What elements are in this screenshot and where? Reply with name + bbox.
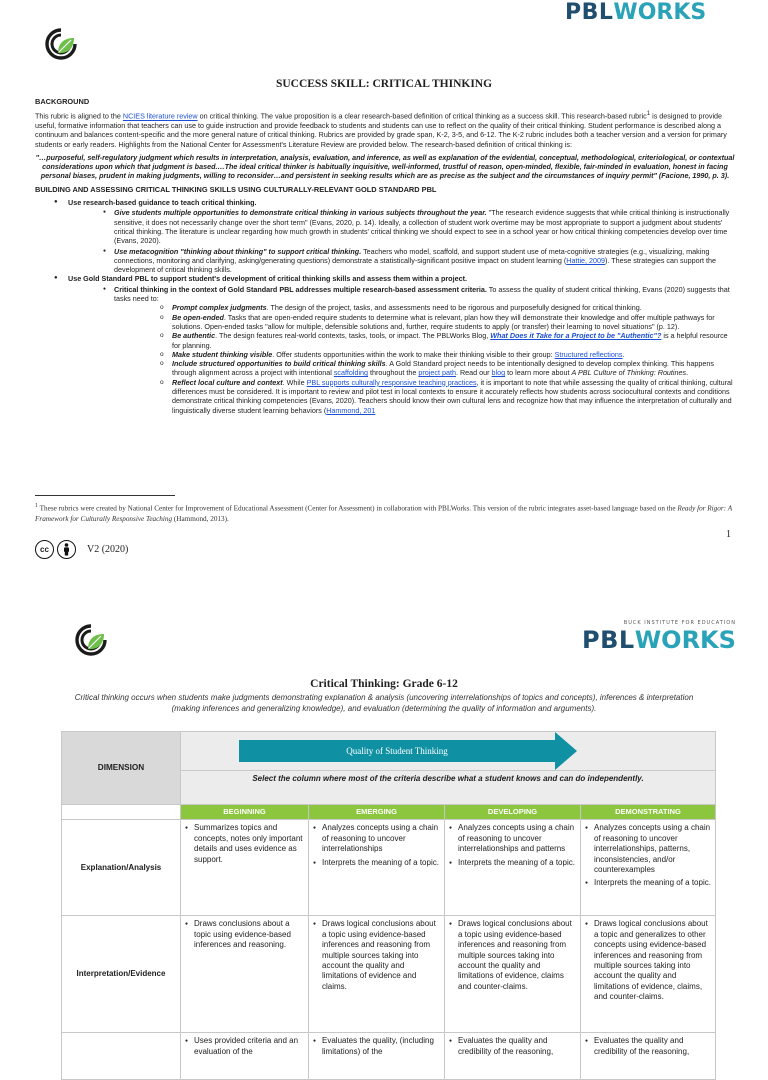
criteria-item: ● Interprets the meaning of a topic. <box>313 858 440 868</box>
criteria-cell <box>309 916 445 1033</box>
criteria-cell <box>309 1033 445 1080</box>
criteria-cell <box>581 820 716 916</box>
level-emerging: EMERGING <box>309 805 445 820</box>
criteria-cell <box>181 820 309 916</box>
level-demonstrating: DEMONSTRATING <box>581 805 716 820</box>
criteria-item: ● Analyzes concepts using a chain of reasoning to uncover interrelationships and patterns <box>449 823 576 854</box>
criteria-item: ● Draws logical conclusions about a topic using evidence-based inferences and reasoning from multiple sources taking into account the quality and limitations of evidence and claims. <box>313 919 440 992</box>
dimension-header: DIMENSION <box>62 732 181 805</box>
list-item: o Prompt complex judgments. The design of the project, tasks, and assessments need to be rigorous and purposefully designed for critical thinking. <box>114 303 735 312</box>
criteria-item: ● Draws logical conclusions about a topic and generalizes to other concepts using evidence-based inferences and reasoning from multiple sources taking into account the quality and limitations of evidence, claims, and counter-claims. <box>585 919 711 1002</box>
table-row <box>62 820 716 916</box>
person-icon <box>61 543 72 556</box>
background-heading: BACKGROUND <box>35 97 90 106</box>
dimension-cell: Explanation/Analysis <box>62 820 181 916</box>
list-item: ● Critical thinking in the context of Gold Standard PBL addresses multiple research-based assessment criteria. To assess the quality of student critical thinking, Evans (2020) suggests that tasks need to: o Prompt complex judgments. The design of the project, tasks, and assessments need to be rigorous and purposefully designed for critical thinking. o Be open-ended. Tasks that are open-ended require students to determine what is relevant, plan how they will demonstrate their knowledge and offer multiple pathways for solutions. Open-ended tasks "allow for multiple, defensible solutions and, further, require students to apply (or transfer) their learning to novel situations" (p. 12). o Be authentic. The design features real-world contexts, tasks, tools, or impact. The PBLWorks Blog, What Does it Take for a Project to be "Authentic"? is a helpful resource for planning. o Make student thinking visible. Offer students opportunities within the work to make their thinking visible to their group: Structured reflections. o Include structured opportunities to build critical thinking skills. A Gold Standard project needs to be intentionally designed to develop complex thinking. This happens through alignment across a project with intentional scaffolding throughout the project path. Read our blog to learn more about A PBL Culture of Thinking: Routines. o Reflect local culture and context. While PBL supports culturally responsive teaching practices, it is important to note that while assessing the quality of critical thinking, cultural differences must be considered. It is important to review and pilot test in local contexts to ensure it accurately reflects how students across sociocultural contexts and conditions demonstrate critical thinking competencies (Evans, 2020). Teachers should know their own cultural lens and recognize how that may influence the interpretation of culturally and linguistically diverse student learning behaviors (Hammond, 201 <box>68 285 735 415</box>
criteria-cell <box>445 820 581 916</box>
scaffolding-link[interactable]: scaffolding <box>333 368 369 378</box>
criteria-item: ● Evaluates the quality and credibility of the reasoning, <box>585 1036 711 1057</box>
page-number: 1 <box>726 529 731 540</box>
pblworks-leaf-logo-icon <box>44 27 78 61</box>
document-body <box>35 97 735 415</box>
quality-arrow-icon <box>239 736 577 766</box>
pblworks-brand-logo: BUCK INSTITUTE FOR EDUCATION PBLWORKS <box>582 620 736 654</box>
criteria-cell <box>581 1033 716 1080</box>
criteria-cell <box>181 1033 309 1080</box>
rubric-rows <box>62 820 716 1080</box>
list-item: o Be authentic. The design features real-world contexts, tasks, tools, or impact. The PBLWorks Blog, What Does it Take for a Project to be "Authentic"? is a helpful resource for planning. <box>114 331 735 350</box>
document-title: SUCCESS SKILL: CRITICAL THINKING <box>275 78 493 90</box>
footnote-divider <box>35 495 175 496</box>
dimension-cell: Interpretation/Evidence <box>62 916 181 1033</box>
list-item: o Be open-ended. Tasks that are open-ended require students to determine what is relevant, plan how they will demonstrate their knowledge and offer multiple pathways for solutions. Open-ended tasks "allow for multiple, defensible solutions and, further, require students to apply (or transfer) their learning to novel situations" (p. 12). <box>114 313 735 332</box>
level-beginning: BEGINNING <box>181 805 309 820</box>
footnote-marker: 1 <box>646 111 651 118</box>
rubric-title: Critical Thinking: Grade 6-12 <box>310 678 458 690</box>
creative-commons-icon: cc <box>35 540 54 559</box>
criteria-cell <box>445 916 581 1033</box>
table-row <box>62 1033 716 1080</box>
criteria-cell <box>581 916 716 1033</box>
page-two <box>0 590 768 1056</box>
hammond-link[interactable]: Hammond, 201 <box>326 405 376 415</box>
dimension-cell <box>62 1033 181 1080</box>
blog-link[interactable]: blog <box>491 368 506 378</box>
list-item: o Reflect local culture and context. While PBL supports culturally responsive teaching practices, it is important to note that while assessing the quality of critical thinking, cultural differences must be considered. It is important to review and pilot test in local contexts to ensure it accurately reflects how students across sociocultural contexts and conditions demonstrate critical thinking competencies (Evans, 2020). Teachers should know their own cultural lens and recognize how that may influence the interpretation of culturally and linguistically diverse student learning behaviors (Hammond, 201 <box>114 378 735 415</box>
list-item: ● Give students multiple opportunities to demonstrate critical thinking in various subjects throughout the year. "The research evidence suggests that while critical thinking is instructionally sensitive, it does not necessarily change over the short term" (Evans, 2020, p. 14). Ideally, a collection of student work overtime may be most appropriate to support a judgment about students' critical thinking. The literature is unclear regarding how much growth in students' critical thinking we should expect to see in a school year or how critical thinking competencies develop over time (Evans, 2020). <box>68 208 735 245</box>
definition-quote: "…purposeful, self-regulatory judgment which results in interpretation, analysis, evaluation, and inference, as well as explanation of the evidential, conceptual, methodological, criteriological, or contextual considerations upon which that judgment is based.…The ideal critical thinker is habitually inquisitive, well-informed, trustful of reason, open-minded, flexible, fair-minded in evaluation, honest in facing personal biases, prudent in making judgments, willing to reconsider…and persistent in seeking results which are as precise as the subject and the circumstances of inquiry permit" (Facione, 1990, p. 3). <box>35 152 735 181</box>
building-heading: BUILDING AND ASSESSING CRITICAL THINKING SKILLS USING CULTURALLY-RELEVANT GOLD STANDARD PBL <box>35 184 437 194</box>
criteria-item: ● Analyzes concepts using a chain of reasoning to uncover interrelationships <box>313 823 440 854</box>
rubric-intro: Critical thinking occurs when students make judgments demonstrating explanation & analysis (uncovering interrelationships of topics and concepts), inferences & interpretation (making inferences and generalizing knowledge), and evaluation (determining the quality of information and arguments). <box>74 693 694 713</box>
rubric-table <box>61 731 716 1080</box>
quality-label: Quality of Student Thinking <box>239 740 555 762</box>
criteria-item: ● Uses provided criteria and an evaluation of the <box>185 1036 304 1057</box>
structured-reflections-link[interactable]: Structured reflections <box>554 349 623 359</box>
culturally-responsive-link[interactable]: PBL supports culturally responsive teaching practices <box>306 377 477 387</box>
criteria-item: ● Evaluates the quality and credibility of the reasoning, <box>449 1036 576 1057</box>
empty-cell <box>62 805 181 820</box>
level-developing: DEVELOPING <box>445 805 581 820</box>
criteria-cell <box>309 820 445 916</box>
criteria-item: ● Evaluates the quality, (including limitations) of the <box>313 1036 440 1057</box>
hattie-link[interactable]: Hattie, 2009 <box>566 255 606 265</box>
pblworks-brand-logo: PBLWORKS <box>565 0 707 25</box>
authentic-blog-link[interactable]: What Does it Take for a Project to be "Authentic"? <box>490 331 662 341</box>
footnote: $^1$ These rubrics were created by National Center for Improvement of Educational Assessment (Center for Assessment) in collaboration with PBLWorks. This version of the rubric integrates asset-based language based on the Ready for Rigor: A Framework for Culturally Responsive Teaching (Hammond, 2013). <box>35 503 732 524</box>
table-row <box>62 916 716 1033</box>
pblworks-leaf-logo-icon <box>74 623 108 657</box>
criteria-item: ● Summarizes topics and concepts, notes only important details and uses evidence as support. <box>185 823 304 865</box>
select-instruction: Select the column where most of the criteria describe what a student knows and can do independently. <box>181 771 716 805</box>
criteria-item: ● Interprets the meaning of a topic. <box>449 858 576 868</box>
criteria-cell <box>445 1033 581 1080</box>
list-item: o Make student thinking visible. Offer students opportunities within the work to make their thinking visible to their group: Structured reflections. <box>114 350 735 359</box>
license-badges <box>35 540 128 559</box>
ncies-literature-review-link[interactable]: NCIES literature review <box>122 111 198 121</box>
criteria-item: ● Draws logical conclusions about a topic using evidence-based inferences and reasoning from multiple sources taking into account the quality and limitations of evidence, claims and counter-claims. <box>449 919 576 992</box>
criteria-cell <box>181 916 309 1033</box>
criteria-item: ● Interprets the meaning of a topic. <box>585 878 711 888</box>
list-item: o Include structured opportunities to build critical thinking skills. A Gold Standard project needs to be intentionally designed to develop complex thinking. This happens through alignment across a project with intentional scaffolding throughout the project path. Read our blog to learn more about A PBL Culture of Thinking: Routines. <box>114 359 735 378</box>
background-paragraph: This rubric is aligned to the NCIES literature review on critical thinking. The value proposition is a clear research-based definition of critical thinking as a success skill. This research-based rubric$^1$ is designed to provide useful, formative information that teachers can use to guide instruction and provide feedback to students and students can use to reflect on the quality of their critical thinking. Student performance is described along a continuum and balances content-specific and the more general nature of critical thinking. Rubrics are provided by grade span, K-2, 3-5, and 6-12. The K-2 rubric includes both a teacher version and a version for primary students or early readers. Highlights from the National Center for Assessment's Literature Review are provided below. The research-based definition of critical thinking is: <box>35 111 727 149</box>
criteria-item: ● Draws conclusions about a topic using evidence-based inferences and reasoning. <box>185 919 304 950</box>
list-item: ● Use metacognition "thinking about thinking" to support critical thinking. Teachers who model, scaffold, and support student use of meta-cognitive strategies (e.g., visualizing, making connections, monitoring and clarifying, asking/generating questions) demonstrate a statistically-significant positive impact on student learning (Hattie, 2009). These strategies can support the development of critical thinking skills. <box>68 247 735 275</box>
list-item: ● Use research-based guidance to teach critical thinking. ● Give students multiple opportunities to demonstrate critical thinking in various subjects throughout the year. "The research evidence suggests that while critical thinking is instructionally sensitive, it does not necessarily change over the short term" (Evans, 2020, p. 14). Ideally, a collection of student work overtime may be most appropriate to support a judgment about students' critical thinking. The literature is unclear regarding how much growth in students' critical thinking we should expect to see in a school year or how critical thinking competencies develop over time (Evans, 2020). ● Use metacognition "thinking about thinking" to support critical thinking. Teachers who model, scaffold, and support student use of meta-cognitive strategies (e.g., visualizing, making connections, monitoring and clarifying, asking/generating questions) demonstrate a statistically-significant positive impact on student learning (Hattie, 2009). These strategies can support the development of critical thinking skills. <box>35 198 735 274</box>
version-label: V2 (2020) <box>87 544 129 555</box>
quality-arrow-banner <box>181 732 716 771</box>
attribution-person-icon <box>57 540 76 559</box>
project-path-link[interactable]: project path <box>418 368 456 378</box>
guidance-list <box>35 198 735 415</box>
list-item: ● Use Gold Standard PBL to support student's development of critical thinking skills and assess them within a project. ● Critical thinking in the context of Gold Standard PBL addresses multiple research-based assessment criteria. To assess the quality of student critical thinking, Evans (2020) suggests that tasks need to: o Prompt complex judgments. The design of the project, tasks, and assessments need to be rigorous and purposefully designed for critical thinking. o Be open-ended. Tasks that are open-ended require students to determine what is relevant, plan how they will demonstrate their knowledge and offer multiple pathways for solutions. Open-ended tasks "allow for multiple, defensible solutions and, further, require students to apply (or transfer) their learning to novel situations" (p. 12). o Be authentic. The design features real-world contexts, tasks, tools, or impact. The PBLWorks Blog, What Does it Take for a Project to be "Authentic"? is a helpful resource for planning. o Make student thinking visible. Offer students opportunities within the work to make their thinking visible to their group: Structured reflections. o Include structured opportunities to build critical thinking skills. A Gold Standard project needs to be intentionally designed to develop complex thinking. This happens through alignment across a project with intentional scaffolding throughout the project path. Read our blog to learn more about A PBL Culture of Thinking: Routines. o Reflect local culture and context. While PBL supports culturally responsive teaching practices, it is important to note that while assessing the quality of critical thinking, cultural differences must be considered. It is important to review and pilot test in local contexts to ensure it accurately reflects how students across sociocultural contexts and conditions demonstrate critical thinking competencies (Evans, 2020). Teachers should know their own cultural lens and recognize how that may influence the interpretation of culturally and linguistically diverse student learning behaviors (Hammond, 201 <box>35 274 735 414</box>
criteria-item: ● Analyzes concepts using a chain of reasoning to uncover interrelationships, patterns, inconsistencies, and/or counterexamples <box>585 823 711 875</box>
